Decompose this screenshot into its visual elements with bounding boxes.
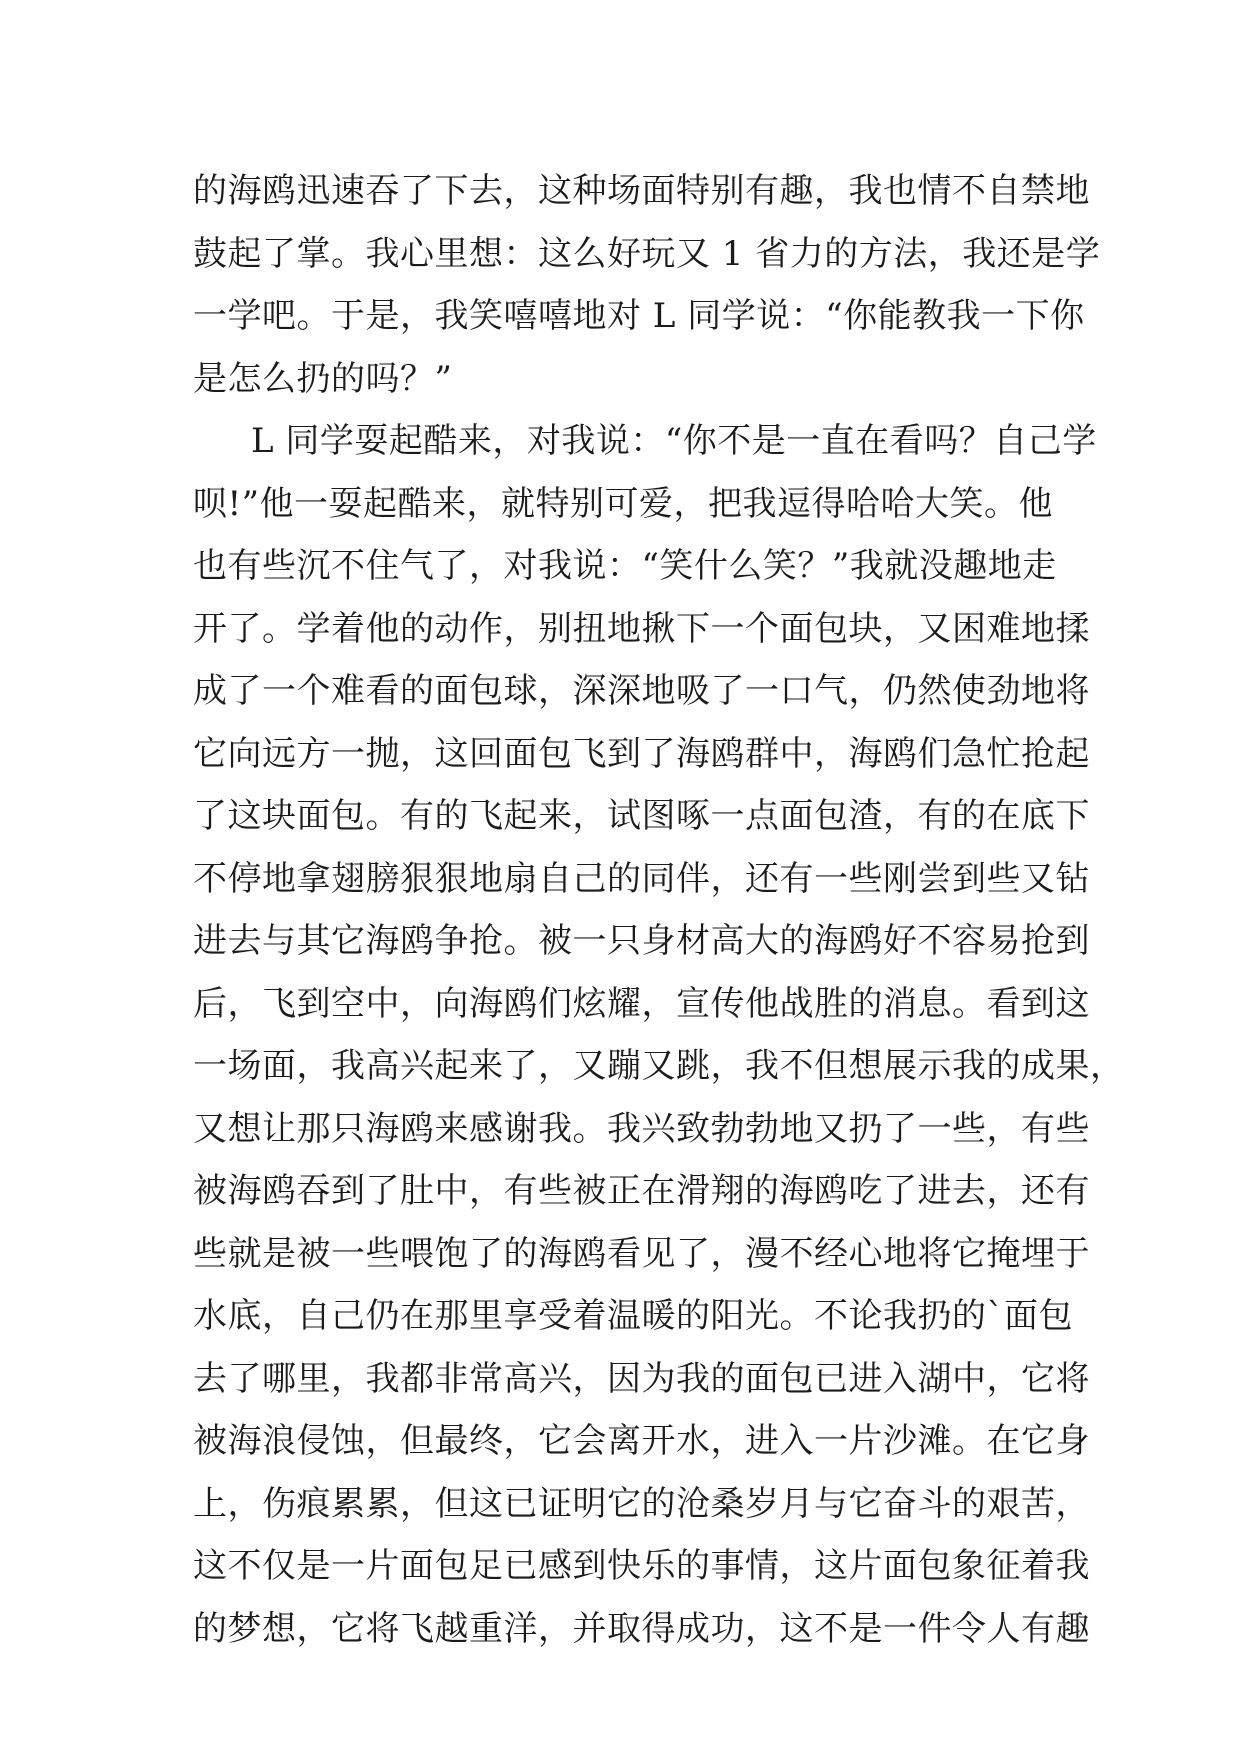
text-line: 这不仅是一片面包足已感到快乐的事情，这片面包象征着我	[193, 1546, 1090, 1586]
text-line: 是怎么扔的吗？”	[193, 358, 453, 399]
paragraph-start-line: L 同学耍起酷来，对我说：“你不是一直在看吗？自己学	[251, 421, 1097, 461]
text-line: 的梦想，它将飞越重洋，并取得成功，这不是一件令人有趣	[193, 1608, 1090, 1649]
text-line: 成了一个难看的面包球，深深地吸了一口气，仍然使劲地将	[193, 671, 1090, 711]
text-line: 一学吧。于是，我笑嘻嘻地对 L 同学说：“你能教我一下你	[193, 296, 1085, 336]
text-line: 鼓起了掌。我心里想：这么好玩又 1 省力的方法，我还是学	[193, 233, 1101, 274]
text-line: 上，伤痕累累，但这已证明它的沧桑岁月与它奋斗的艰苦，	[193, 1483, 1090, 1524]
text-line: 水底，自己仍在那里享受着温暖的阳光。不论我扔的`面包	[193, 1296, 1073, 1336]
text-line: 被海浪侵蚀，但最终，它会离开水，进入一片沙滩。在它身	[193, 1421, 1090, 1461]
text-line: 去了哪里，我都非常高兴，因为我的面包已进入湖中，它将	[193, 1358, 1090, 1399]
body-text	[193, 163, 1125, 1663]
text-line: 一场面，我高兴起来了，又蹦又跳，我不但想展示我的成果，	[193, 1046, 1125, 1086]
text-line: 也有些沉不住气了，对我说：“笑什么笑？”我就没趣地走	[193, 546, 1057, 586]
text-line: 了这块面包。有的飞起来，试图啄一点面包渣，有的在底下	[193, 796, 1090, 836]
text-line: 些就是被一些喂饱了的海鸥看见了，漫不经心地将它掩埋于	[193, 1233, 1090, 1274]
text-line: 后，飞到空中，向海鸥们炫耀，宣传他战胜的消息。看到这	[193, 983, 1090, 1024]
text-line: 呗!”他一耍起酷来，就特别可爱，把我逗得哈哈大笑。他	[193, 483, 1054, 524]
text-line: 它向远方一抛，这回面包飞到了海鸥群中，海鸥们急忙抢起	[193, 733, 1090, 774]
text-line: 进去与其它海鸥争抢。被一只身材高大的海鸥好不容易抢到	[193, 921, 1090, 961]
text-line: 不停地拿翅膀狠狠地扇自己的同伴，还有一些刚尝到些又钻	[193, 858, 1090, 899]
text-line: 开了。学着他的动作，别扭地揪下一个面包块，又困难地揉	[193, 608, 1090, 649]
text-line: 被海鸥吞到了肚中，有些被正在滑翔的海鸥吃了进去，还有	[193, 1171, 1090, 1211]
text-line: 的海鸥迅速吞了下去，这种场面特别有趣，我也情不自禁地	[193, 171, 1090, 211]
text-line: 又想让那只海鸥来感谢我。我兴致勃勃地又扔了一些，有些	[193, 1108, 1090, 1149]
